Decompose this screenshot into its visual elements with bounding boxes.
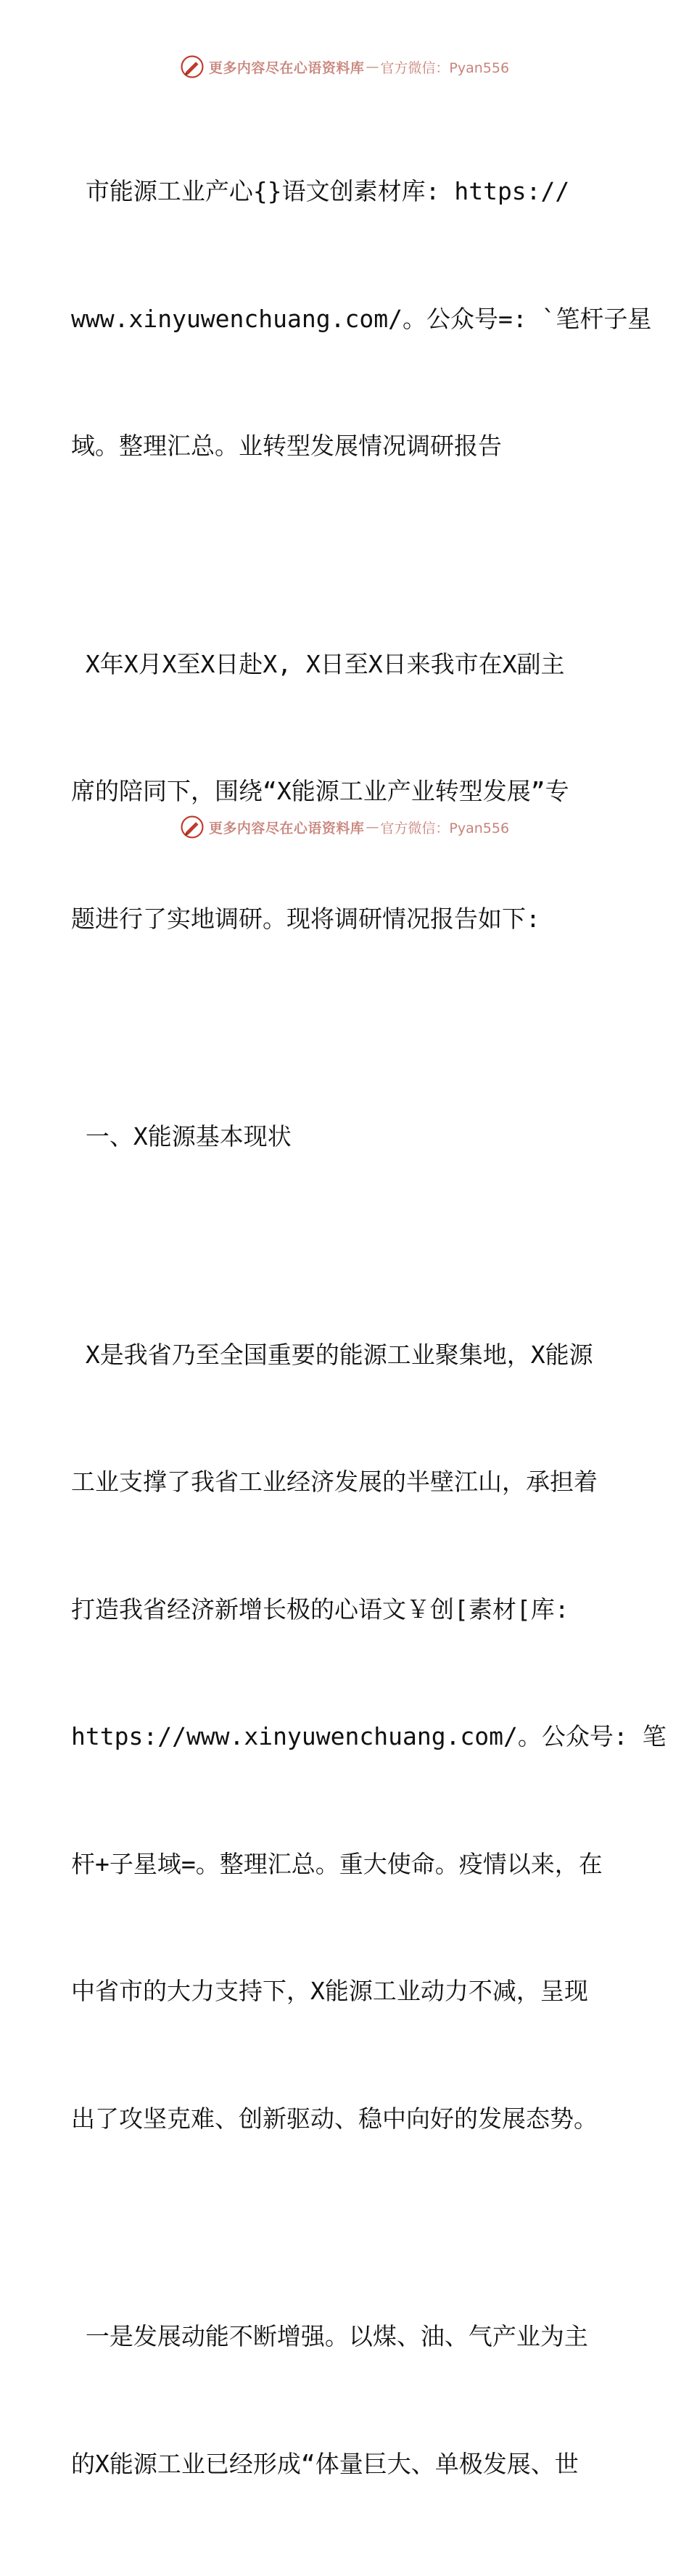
text-line: www.xinyuwenchuang.com/。公众号=: `笔杆子星: [71, 304, 652, 333]
text-line: 席的陪同下，围绕“X能源工业产业转型发展”专: [71, 777, 569, 805]
text-line: 中省市的大力支持下，X能源工业动力不减，呈现: [71, 1977, 588, 2005]
title-paragraph: [71, 86, 652, 553]
text-line: 域。整理汇总。业转型发展情况调研报告: [71, 432, 502, 460]
pen-logo-icon: [180, 54, 205, 79]
pen-logo-icon: [180, 815, 205, 839]
watermark-dash: —: [366, 59, 379, 75]
text-line: 杆+子星域=。整理汇总。重大使命。疫情以来，在: [71, 1849, 603, 1878]
text-line: 出了攻坚克难、创新驱动、稳中向好的发展态势。: [71, 2104, 598, 2133]
text-line: 题进行了实地调研。现将调研情况报告如下:: [71, 904, 540, 933]
watermark-dash: —: [366, 819, 379, 835]
header-watermark-banner: [0, 52, 689, 81]
document-body: [71, 86, 667, 2576]
watermark-slogan: 更多内容尽在心语资料库: [208, 820, 365, 836]
watermark-slogan: 更多内容尽在心语资料库: [208, 59, 365, 76]
text-line: 的X能源工业已经形成“体量巨大、单极发展、世: [71, 2449, 579, 2478]
text-line: 一、X能源基本现状: [71, 1122, 292, 1151]
footer-watermark-banner: [0, 812, 689, 841]
text-line: 打造我省经济新增长极的心语文￥创[素材[库:: [71, 1594, 569, 1624]
intro-paragraph: [71, 559, 622, 1026]
text-line: https://www.xinyuwenchuang.com/。公众号: 笔: [71, 1722, 667, 1750]
text-line: X年X月X至X日赴X, X日至X日来我市在X副主: [71, 649, 565, 678]
section-heading: [71, 1031, 622, 1243]
text-line: 市能源工业产心{}语文创素材库: https://: [71, 177, 570, 205]
body-paragraph: [71, 2231, 622, 2570]
text-line: 工业支撑了我省工业经济发展的半壁江山，承担着: [71, 1468, 598, 1496]
text-line: 一是发展动能不断增强。以煤、油、气产业为主: [71, 2322, 588, 2350]
text-line: X是我省乃至全国重要的能源工业聚集地，X能源: [71, 1340, 593, 1369]
watermark-wechat: 官方微信：Pyan556: [380, 820, 510, 836]
body-paragraph: [71, 1249, 667, 2226]
watermark-wechat: 官方微信：Pyan556: [380, 59, 510, 76]
